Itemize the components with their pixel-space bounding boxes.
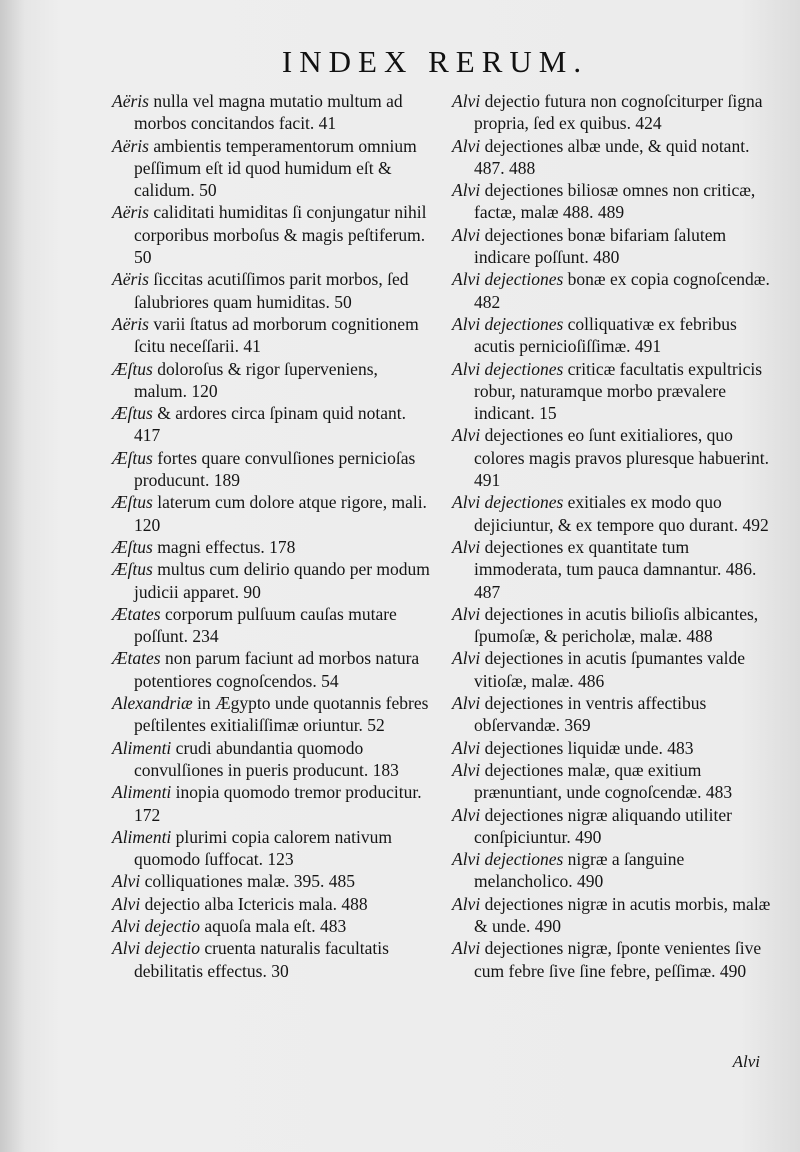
index-column-right [452,90,772,982]
entry-keyword: Æſtus [112,492,153,513]
entry-text: dejectiones albæ unde, & quid notant. 487. 488 [474,135,750,178]
entry-keyword: Alvi dejectio [112,915,200,936]
index-entry [452,313,772,358]
index-entry [452,647,772,692]
index-entry [112,358,434,403]
entry-text: nigræ a ſanguine melancholico. 490 [474,849,685,892]
index-entry [452,90,772,135]
index-entry [112,915,434,937]
entry-text: dejectiones biliosæ omnes non criticæ, factæ, malæ 488. 489 [474,180,756,223]
index-entry [452,603,772,648]
entry-keyword: Alimenti [112,737,172,758]
index-entry [112,402,434,447]
entry-keyword: Alvi [452,224,481,245]
entry-text: magni effectus. 178 [152,536,296,557]
entry-text: colliquativæ ex febribus acutis pernicioſiſſimæ. 491 [474,313,737,357]
entry-text: dejectiones eo ſunt exitialiores, quo colores magis pravos pluresque habuerint. 491 [474,425,769,491]
entry-text: in Ægypto unde quotannis febres peſtilentes exitialiſſimæ oriuntur. 52 [134,693,429,736]
entry-keyword: Alvi dejectiones [452,492,564,513]
entry-text: dejectiones nigræ, ſponte venientes ſive cum febre ſive ſine febre, peſſimæ. 490 [474,938,762,981]
index-entry [452,268,772,313]
entry-keyword: Alvi [452,536,481,557]
entry-keyword: Æſtus [112,559,153,580]
index-entry [452,848,772,893]
index-entry [112,692,434,737]
entry-text: dejectiones nigræ in acutis morbis, malæ & unde. 490 [474,893,771,936]
index-column-left [112,90,434,982]
entry-keyword: Æſtus [112,536,153,557]
entry-keyword: Alimenti [112,782,172,803]
entry-text: exitiales ex modo quo dejiciuntur, & ex tempore quo durant. 492 [474,492,769,535]
entry-keyword: Alvi dejectio [112,938,200,959]
page-title: INDEX RERUM. [281,44,589,79]
entry-keyword: Aëris [112,135,149,156]
index-entry [112,826,434,871]
entry-text: caliditati humiditas ſi conjungatur nihil corporibus morboſus & magis peſtiferum. 50 [134,202,427,268]
index-entry [112,447,434,492]
index-entry [452,692,772,737]
entry-keyword: Alvi [452,603,481,624]
index-entry [452,536,772,603]
entry-text: dejectiones malæ, quæ exitium prænuntiant, unde cognoſcendæ. 483 [474,759,733,803]
entry-text: ambientis temperamentorum omnium peſſimum eſt id quod humidum eſt & calidum. 50 [134,135,417,201]
index-entry [112,937,434,982]
entry-keyword: Aëris [112,202,149,223]
entry-text: cruenta naturalis facultatis debilitatis effectus. 30 [134,938,389,981]
index-entry [112,313,434,358]
entry-keyword: Alimenti [112,826,172,847]
entry-keyword: Alvi [112,871,141,892]
entry-keyword: Ætates [112,603,161,624]
index-entry [112,893,434,915]
entry-keyword: Aëris [112,269,149,290]
entry-text: dejectiones bonæ bifariam ſalutem indicare poſſunt. 480 [474,224,727,268]
entry-text: crudi abundantia quomodo convulſiones in pueris producunt. 183 [134,737,399,780]
index-entry [112,536,434,558]
index-entry [112,201,434,268]
index-entry [112,268,434,313]
index-entry [452,804,772,849]
index-entry [112,135,434,202]
entry-keyword: Æſtus [112,447,153,468]
entry-keyword: Alvi dejectiones [452,313,564,334]
index-entry [112,90,434,135]
entry-keyword: Æſtus [112,358,153,379]
entry-text: aquoſa mala eſt. 483 [199,915,347,936]
entry-text: multus cum delirio quando per modum judicii apparet. 90 [134,559,430,602]
entry-text: inopia quomodo tremor producitur. 172 [134,782,422,825]
entry-text: colliquationes malæ. 395. 485 [140,871,356,892]
entry-keyword: Alvi [452,804,481,825]
entry-keyword: Alvi [452,180,481,201]
index-entry [452,424,772,491]
entry-text: laterum cum dolore atque rigore, mali. 120 [134,492,427,535]
entry-text: criticæ facultatis expultricis robur, naturamque morbo prævalere indicant. 15 [474,358,763,424]
entry-keyword: Alvi [452,759,481,780]
entry-keyword: Alvi [452,893,481,914]
entry-keyword: Aëris [112,91,149,111]
entry-text: dejectiones liquidæ unde. 483 [480,737,694,758]
index-entry [452,491,772,536]
entry-text: varii ſtatus ad morborum cognitionem ſcitu neceſſarii. 41 [134,313,419,357]
index-entry [452,135,772,180]
index-entry [112,870,434,892]
index-entry [112,558,434,603]
entry-text: dejectiones in acutis ſpumantes valde vitioſæ, malæ. 486 [474,648,746,691]
index-entry [112,737,434,782]
entry-text: dejectiones in ventris affectibus obſervandæ. 369 [474,693,707,736]
entry-keyword: Alvi [452,648,481,669]
entry-text: nulla vel magna mutatio multum ad morbos concitandos facit. 41 [134,91,403,134]
entry-text: bonæ ex copia cognoſcendæ. 482 [474,269,770,312]
entry-keyword: Alvi [452,693,481,714]
index-entry [112,491,434,536]
entry-keyword: Alvi [452,91,481,111]
index-entry [452,937,772,982]
entry-text: ſiccitas acutiſſimos parit morbos, ſed ſalubriores quam humiditas. 50 [134,269,409,312]
index-entry [452,759,772,804]
index-entry [452,179,772,224]
index-entry [112,603,434,648]
entry-keyword: Ætates [112,648,161,669]
entry-keyword: Alvi dejectiones [452,849,564,870]
entry-keyword: Aëris [112,313,149,334]
entry-text: & ardores circa ſpinam quid notant. 417 [134,403,407,446]
entry-text: dejectiones nigræ aliquando utiliter conſpiciuntur. 490 [474,804,732,847]
entry-text: doloroſus & rigor ſuperveniens, malum. 120 [134,358,378,401]
entry-keyword: Alvi [452,425,481,446]
entry-keyword: Alvi [452,737,481,758]
index-entry [452,358,772,425]
entry-keyword: Alvi [452,135,481,156]
catchword: Alvi [732,1052,760,1071]
index-entry [452,737,772,759]
entry-keyword: Alvi [112,893,141,914]
entry-text: non parum faciunt ad morbos natura potentiores cognoſcendos. 54 [134,648,420,691]
entry-text: dejectio futura non cognoſciturper ſigna propria, ſed ex quibus. 424 [474,91,763,134]
entry-text: corporum pulſuum cauſas mutare poſſunt. 234 [134,603,397,647]
entry-keyword: Æſtus [112,403,153,424]
index-entry [112,781,434,826]
entry-text: plurimi copia calorem nativum quomodo ſuffocat. 123 [134,826,392,870]
entry-keyword: Alexandriæ [112,693,193,714]
entry-keyword: Alvi dejectiones [452,358,564,379]
index-entry [112,647,434,692]
index-entry [452,224,772,269]
entry-text: dejectiones in acutis bilioſis albicantes, ſpumoſæ, & pericholæ, malæ. 488 [474,603,759,647]
entry-keyword: Alvi [452,938,481,959]
entry-text: fortes quare convulſiones pernicioſas producunt. 189 [134,447,416,491]
entry-text: dejectio alba Ictericis mala. 488 [140,893,368,914]
entry-text: dejectiones ex quantitate tum immoderata, tum pauca damnantur. 486. 487 [474,536,757,602]
entry-keyword: Alvi dejectiones [452,269,564,290]
index-entry [452,893,772,938]
